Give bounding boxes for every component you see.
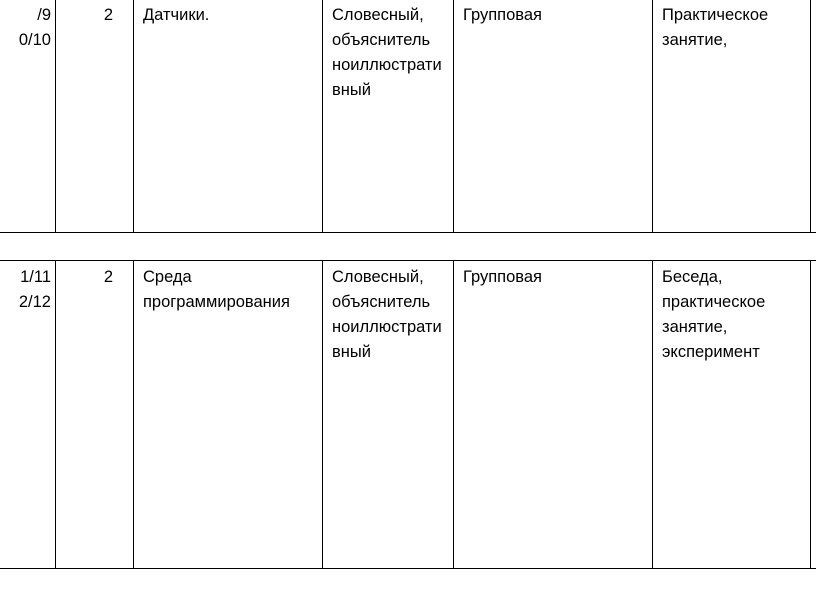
lesson-id: 2/12 — [18, 293, 51, 311]
lesson-type-text: занятие, — [662, 31, 728, 49]
lesson-type-text: занятие, — [662, 318, 728, 336]
method-cell — [323, 261, 454, 569]
topic-cell — [134, 0, 323, 233]
hours-value: 2 — [103, 6, 113, 24]
extra-cell — [811, 261, 816, 569]
hours-cell — [56, 261, 134, 569]
method-text: Словесный, — [332, 268, 424, 286]
lesson-type-text: практическое — [662, 293, 766, 311]
method-text: объяснитель — [332, 293, 431, 311]
form-cell — [454, 0, 653, 233]
table-row — [0, 261, 816, 569]
method-text: вный — [332, 343, 371, 361]
extra-cell — [811, 0, 816, 233]
method-text: ноиллюстрати — [332, 318, 442, 336]
topic-cell — [134, 261, 323, 569]
topic-text: Среда — [143, 268, 192, 286]
form-cell — [454, 261, 653, 569]
lesson-type-cell — [653, 0, 811, 233]
method-cell — [323, 0, 454, 233]
hours-value: 2 — [103, 268, 113, 286]
lesson-id: 0/10 — [18, 31, 51, 49]
table-row-block — [0, 0, 816, 233]
lesson-id-cell — [0, 0, 56, 233]
lesson-type-text: Практическое — [662, 6, 769, 24]
topic-text: программирования — [143, 293, 290, 311]
table-row-block — [0, 260, 816, 569]
lesson-id-cell — [0, 261, 56, 569]
method-text: Словесный, — [332, 6, 424, 24]
lesson-id: /9 — [37, 6, 51, 24]
lesson-type-text: Беседа, — [662, 268, 723, 286]
form-text: Групповая — [463, 6, 542, 24]
method-text: объяснитель — [332, 31, 431, 49]
lesson-id: 1/11 — [20, 268, 51, 286]
method-text: вный — [332, 81, 371, 99]
lesson-type-cell — [653, 261, 811, 569]
form-text: Групповая — [463, 268, 542, 286]
method-text: ноиллюстрати — [332, 56, 442, 74]
table-row — [0, 0, 816, 233]
topic-text: Датчики. — [143, 6, 210, 24]
lesson-type-text: эксперимент — [662, 343, 760, 361]
hours-cell — [56, 0, 134, 233]
